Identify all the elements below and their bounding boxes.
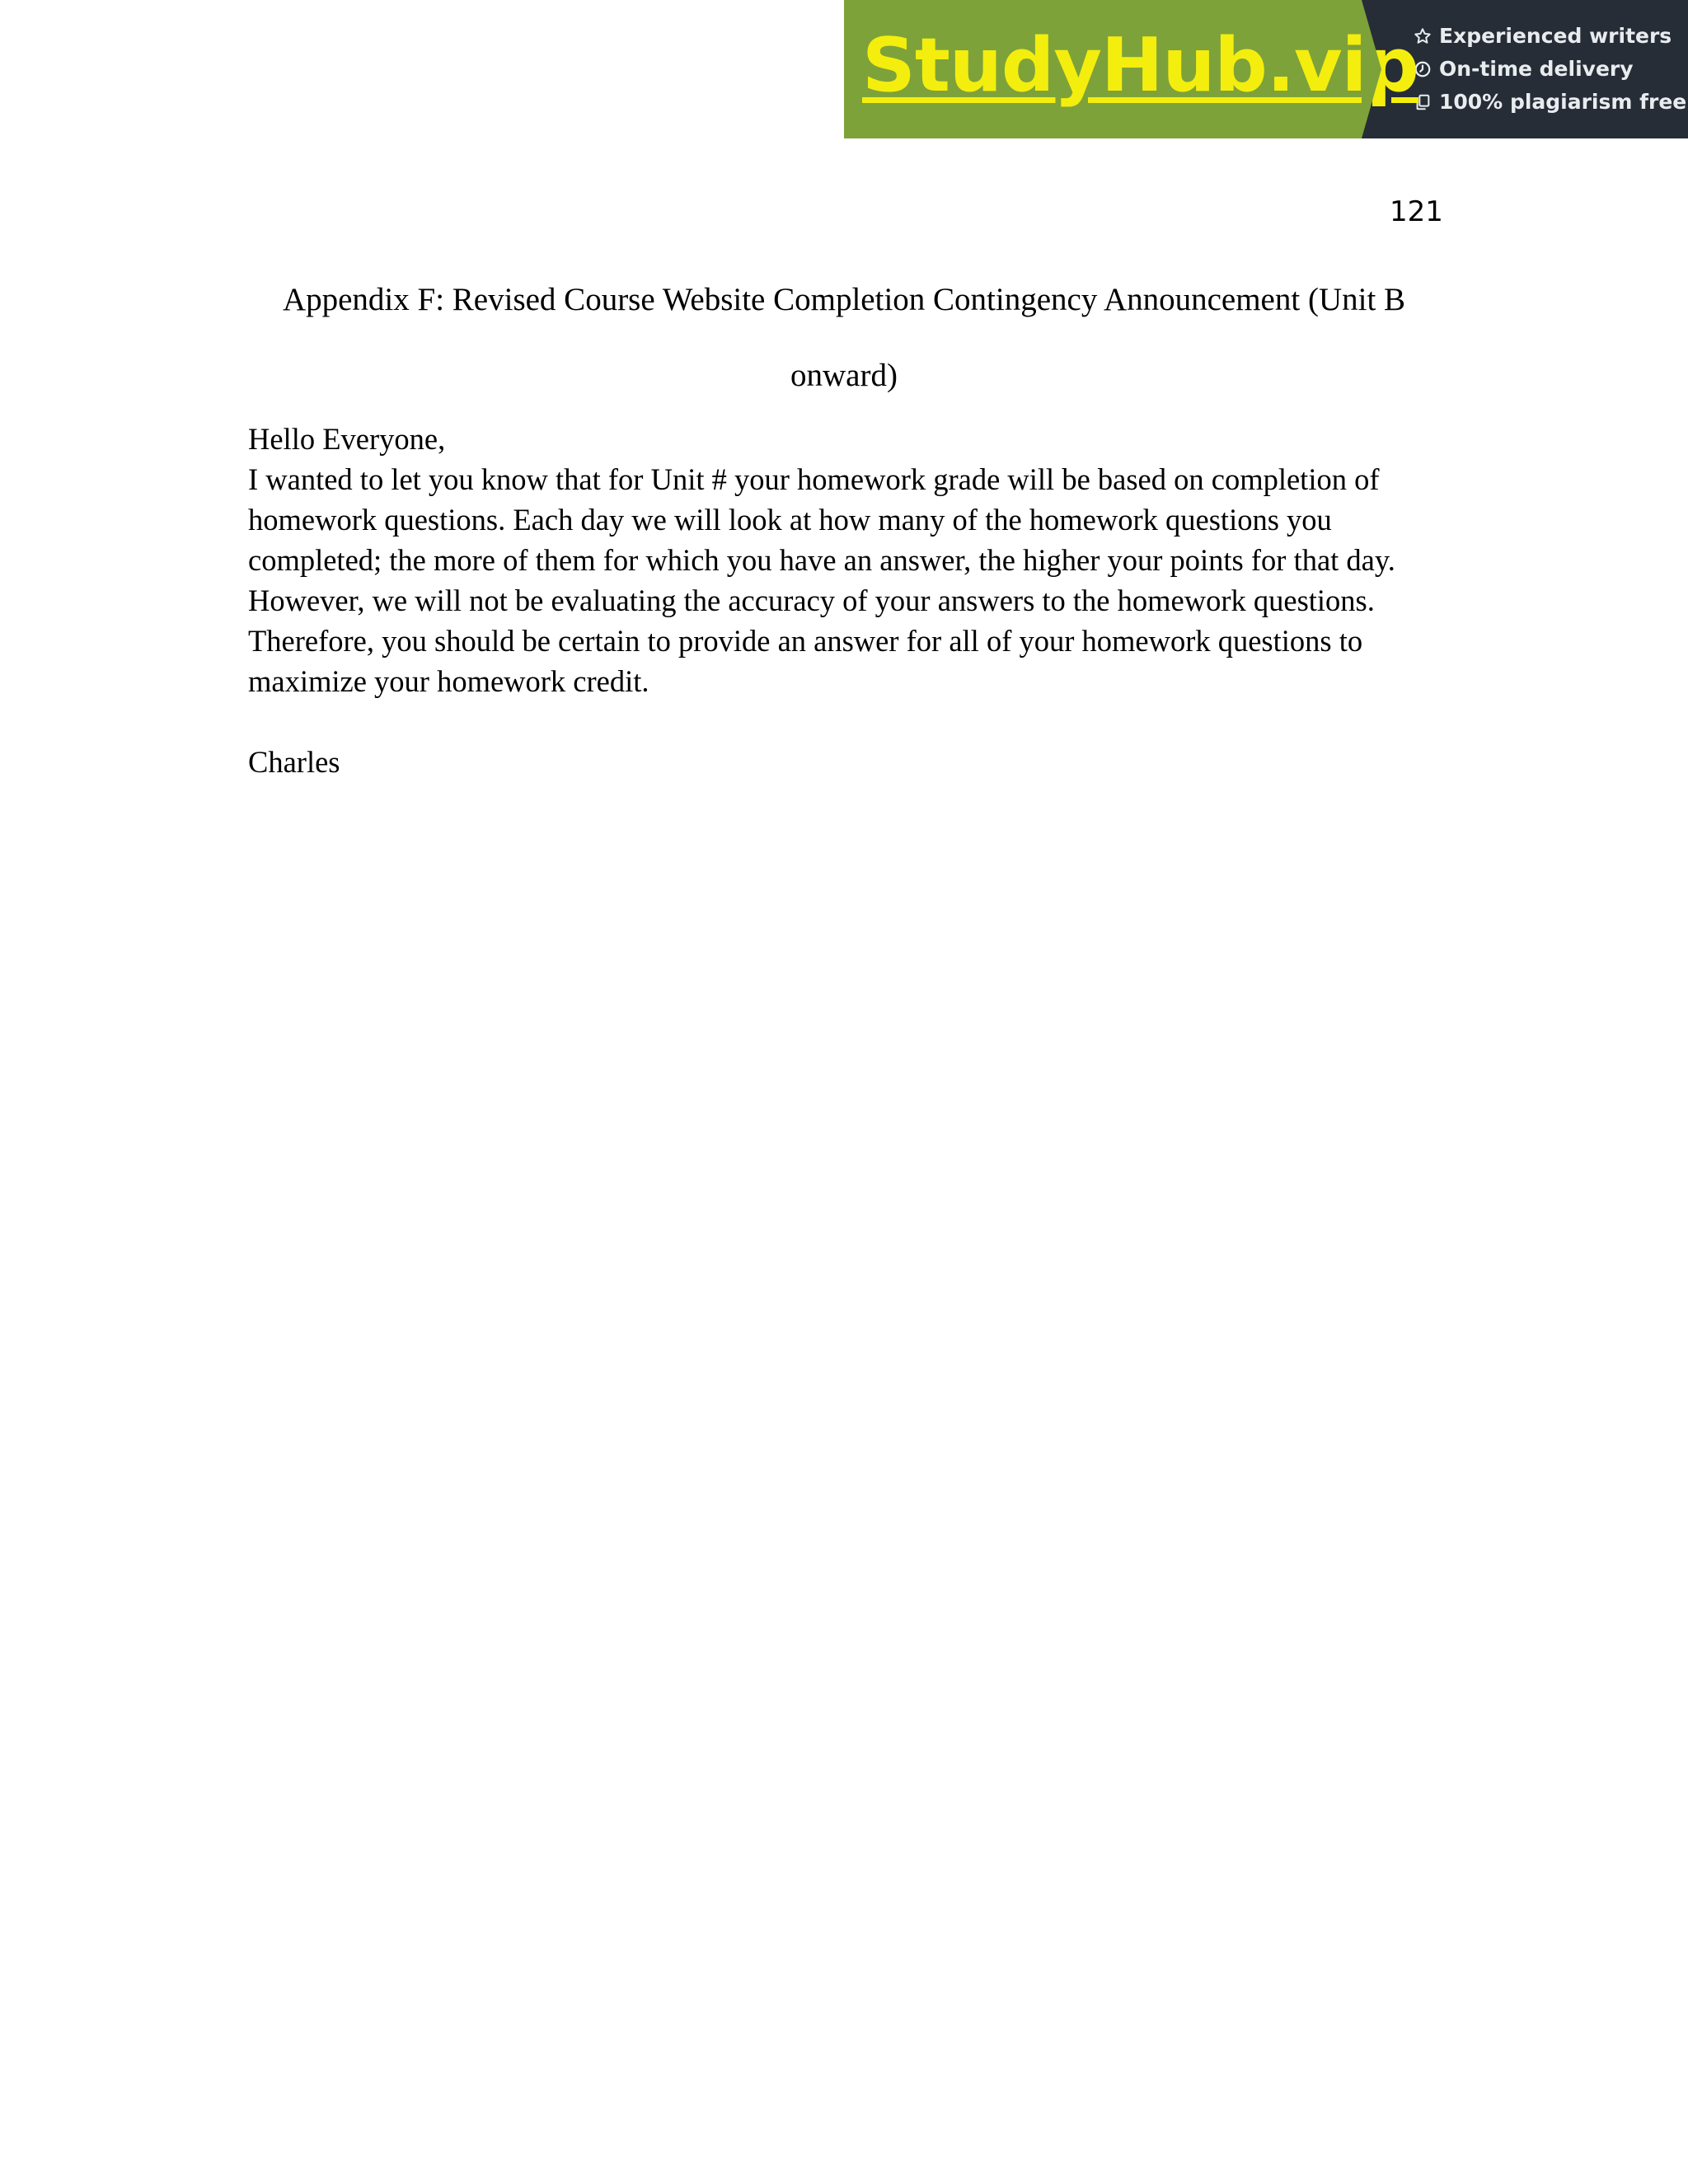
studyhub-banner[interactable]	[844, 0, 1688, 138]
feature-plagiarism-free	[1413, 90, 1688, 115]
banner-arrow-divider	[1362, 0, 1381, 138]
banner-brand-panel[interactable]	[844, 0, 1418, 138]
appendix-title: Appendix F: Revised Course Website Completion Contingency Announcement (Unit B onward)	[282, 282, 1406, 393]
announcement-paragraph: I wanted to let you know that for Unit # your homework grade will be based on completion of homework questions. Each day we will look at how many of the homework questions you completed; the more of them for which you have an answer, the higher your points for that day. However, we will not be evaluating the accuracy of your answers to the homework questions. Therefore, you should be certain to provide an answer for all of your homework questions to maximize your homework credit.	[248, 462, 1395, 698]
feature-experienced-writers	[1413, 24, 1688, 49]
feature-label: 100% plagiarism free	[1439, 90, 1687, 114]
announcement-body	[248, 419, 1440, 782]
studyhub-logo[interactable]: StudyHub.vip	[862, 22, 1418, 109]
signature: Charles	[248, 745, 340, 779]
greeting: Hello Everyone,	[248, 422, 446, 456]
feature-label: Experienced writers	[1439, 24, 1672, 48]
feature-label: On-time delivery	[1439, 57, 1634, 81]
feature-on-time-delivery	[1413, 57, 1688, 82]
page-number: 121	[1390, 195, 1443, 228]
